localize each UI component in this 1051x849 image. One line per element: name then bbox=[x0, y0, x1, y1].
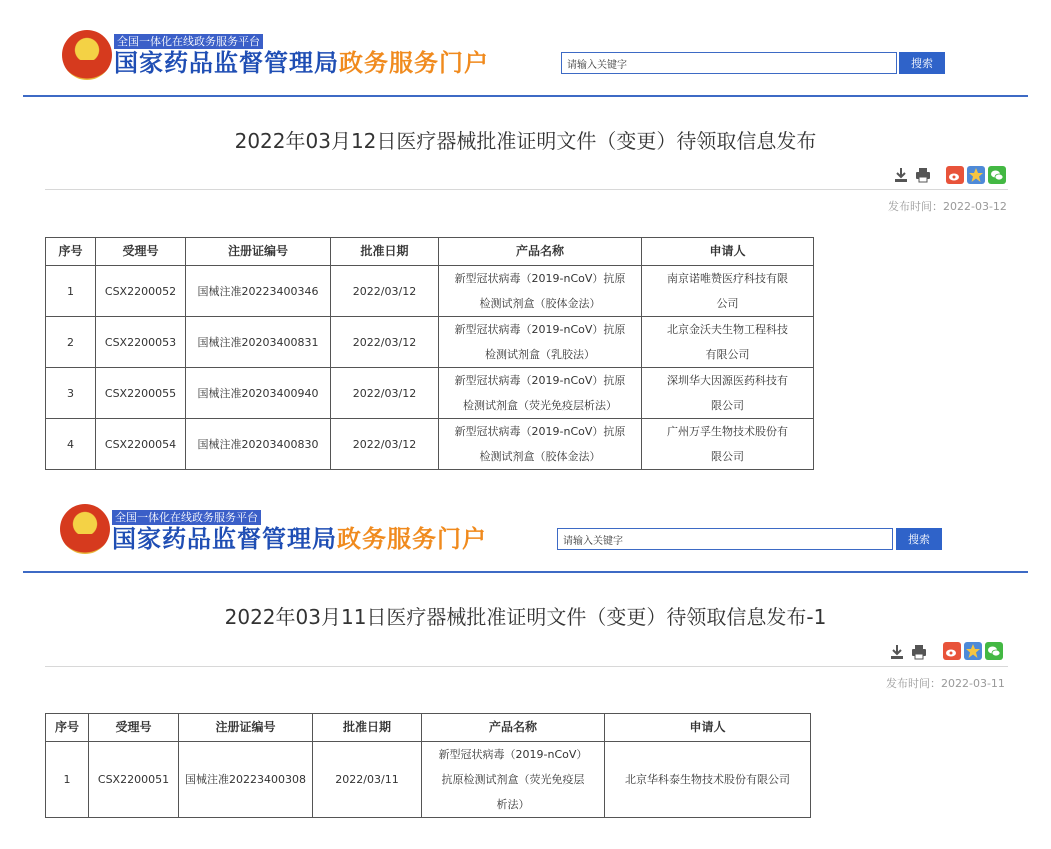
table-row bbox=[46, 266, 814, 317]
table-row bbox=[46, 742, 811, 818]
site-name[interactable] bbox=[112, 524, 487, 554]
cell-product-name bbox=[439, 419, 642, 470]
product-line: 新型冠状病毒（2019-nCoV）抗原 bbox=[454, 272, 626, 285]
print-icon[interactable] bbox=[914, 167, 932, 183]
cell-applicant bbox=[642, 266, 814, 317]
table-row bbox=[46, 368, 814, 419]
national-emblem-icon bbox=[62, 30, 112, 80]
product-line: 抗原检测试剂盒（荧光免疫层 bbox=[441, 773, 585, 786]
search-input[interactable] bbox=[561, 52, 897, 74]
applicant-line: 广州万孚生物技术股份有 bbox=[667, 425, 788, 438]
publish-time bbox=[888, 198, 1007, 214]
header-divider bbox=[23, 571, 1028, 573]
cell-no: 1 bbox=[46, 742, 89, 818]
cell-approval-date: 2022/03/12 bbox=[331, 317, 439, 368]
product-line: 检测试剂盒（胶体金法） bbox=[479, 450, 601, 463]
site-name-part1: 国家药品监督管理局 bbox=[114, 49, 339, 77]
applicant-line: 南京诺唯赞医疗科技有限 bbox=[667, 272, 788, 285]
weibo-share-icon[interactable] bbox=[943, 642, 961, 660]
product-line: 检测试剂盒（胶体金法） bbox=[479, 297, 601, 310]
cell-approval-date: 2022/03/12 bbox=[331, 419, 439, 470]
product-line: 新型冠状病毒（2019-nCoV）抗原 bbox=[454, 323, 626, 336]
applicant-line: 限公司 bbox=[711, 450, 744, 463]
column-header-no: 序号 bbox=[46, 238, 96, 266]
product-line: 新型冠状病毒（2019-nCoV）抗原 bbox=[454, 374, 626, 387]
cell-acceptance-no: CSX2200052 bbox=[96, 266, 186, 317]
column-header-applicant: 申请人 bbox=[605, 714, 811, 742]
title-divider bbox=[45, 189, 1008, 190]
cell-acceptance-no: CSX2200055 bbox=[96, 368, 186, 419]
publish-time-label: 发布时间： bbox=[886, 677, 941, 690]
favorite-share-icon[interactable] bbox=[967, 166, 985, 184]
cell-approval-date: 2022/03/12 bbox=[331, 368, 439, 419]
publish-time-value: 2022-03-11 bbox=[941, 677, 1005, 690]
publish-time bbox=[886, 675, 1005, 691]
product-line: 新型冠状病毒（2019-nCoV）抗原 bbox=[454, 425, 626, 438]
approval-table bbox=[45, 713, 811, 818]
cell-approval-date: 2022/03/11 bbox=[313, 742, 422, 818]
site-name[interactable] bbox=[114, 48, 489, 78]
wechat-share-icon[interactable] bbox=[988, 166, 1006, 184]
download-icon[interactable] bbox=[888, 644, 906, 660]
cell-applicant bbox=[642, 317, 814, 368]
cell-approval-date: 2022/03/12 bbox=[331, 266, 439, 317]
column-header-approval-date: 批准日期 bbox=[331, 238, 439, 266]
search-button[interactable]: 搜索 bbox=[899, 52, 945, 74]
publish-time-value: 2022-03-12 bbox=[943, 200, 1007, 213]
column-header-acceptance-no: 受理号 bbox=[89, 714, 179, 742]
cell-applicant bbox=[642, 368, 814, 419]
search-button[interactable]: 搜索 bbox=[896, 528, 942, 550]
cell-applicant bbox=[642, 419, 814, 470]
table-row bbox=[46, 317, 814, 368]
cell-no: 4 bbox=[46, 419, 96, 470]
cell-registration-no: 国械注准20203400940 bbox=[186, 368, 331, 419]
cell-no: 2 bbox=[46, 317, 96, 368]
table-header-row bbox=[46, 238, 814, 266]
column-header-acceptance-no: 受理号 bbox=[96, 238, 186, 266]
column-header-applicant: 申请人 bbox=[642, 238, 814, 266]
column-header-no: 序号 bbox=[46, 714, 89, 742]
applicant-line: 北京华科泰生物技术股份有限公司 bbox=[625, 773, 790, 786]
applicant-line: 公司 bbox=[716, 297, 739, 310]
applicant-line: 深圳华大因源医药科技有 bbox=[667, 374, 788, 387]
cell-registration-no: 国械注准20223400308 bbox=[179, 742, 313, 818]
cell-product-name bbox=[439, 266, 642, 317]
table-header-row bbox=[46, 714, 811, 742]
column-header-approval-date: 批准日期 bbox=[313, 714, 422, 742]
header-divider bbox=[23, 95, 1028, 97]
product-line: 新型冠状病毒（2019-nCoV） bbox=[438, 748, 588, 761]
print-icon[interactable] bbox=[910, 644, 928, 660]
publish-time-label: 发布时间： bbox=[888, 200, 943, 213]
favorite-share-icon[interactable] bbox=[964, 642, 982, 660]
product-line: 析法） bbox=[496, 798, 530, 811]
column-header-registration-no: 注册证编号 bbox=[186, 238, 331, 266]
applicant-line: 有限公司 bbox=[705, 348, 750, 361]
article-section-2 bbox=[0, 490, 1051, 849]
cell-acceptance-no: CSX2200051 bbox=[89, 742, 179, 818]
weibo-share-icon[interactable] bbox=[946, 166, 964, 184]
site-subtitle: 全国一体化在线政务服务平台 bbox=[112, 510, 261, 525]
applicant-line: 北京金沃夫生物工程科技 bbox=[667, 323, 788, 336]
cell-registration-no: 国械注准20203400831 bbox=[186, 317, 331, 368]
cell-no: 1 bbox=[46, 266, 96, 317]
wechat-share-icon[interactable] bbox=[985, 642, 1003, 660]
cell-acceptance-no: CSX2200054 bbox=[96, 419, 186, 470]
article-title: 2022年03月12日医疗器械批准证明文件（变更）待领取信息发布 bbox=[234, 129, 817, 153]
cell-applicant bbox=[605, 742, 811, 818]
download-icon[interactable] bbox=[892, 167, 910, 183]
cell-registration-no: 国械注准20203400830 bbox=[186, 419, 331, 470]
cell-product-name bbox=[422, 742, 605, 818]
cell-no: 3 bbox=[46, 368, 96, 419]
table-row bbox=[46, 419, 814, 470]
site-name-part2: 政务服务门户 bbox=[337, 525, 487, 553]
site-name-part1: 国家药品监督管理局 bbox=[112, 525, 337, 553]
site-subtitle: 全国一体化在线政务服务平台 bbox=[114, 34, 263, 49]
title-divider bbox=[45, 666, 1008, 667]
cell-acceptance-no: CSX2200053 bbox=[96, 317, 186, 368]
national-emblem-icon bbox=[60, 504, 110, 554]
cell-product-name bbox=[439, 317, 642, 368]
search-input[interactable] bbox=[557, 528, 893, 550]
column-header-registration-no: 注册证编号 bbox=[179, 714, 313, 742]
site-name-part2: 政务服务门户 bbox=[339, 49, 489, 77]
approval-table bbox=[45, 237, 814, 470]
column-header-product-name: 产品名称 bbox=[422, 714, 605, 742]
column-header-product-name: 产品名称 bbox=[439, 238, 642, 266]
product-line: 检测试剂盒（乳胶法） bbox=[485, 348, 595, 361]
product-line: 检测试剂盒（荧光免疫层析法） bbox=[463, 399, 617, 412]
cell-registration-no: 国械注准20223400346 bbox=[186, 266, 331, 317]
applicant-line: 限公司 bbox=[711, 399, 744, 412]
article-title: 2022年03月11日医疗器械批准证明文件（变更）待领取信息发布-1 bbox=[224, 605, 827, 629]
cell-product-name bbox=[439, 368, 642, 419]
